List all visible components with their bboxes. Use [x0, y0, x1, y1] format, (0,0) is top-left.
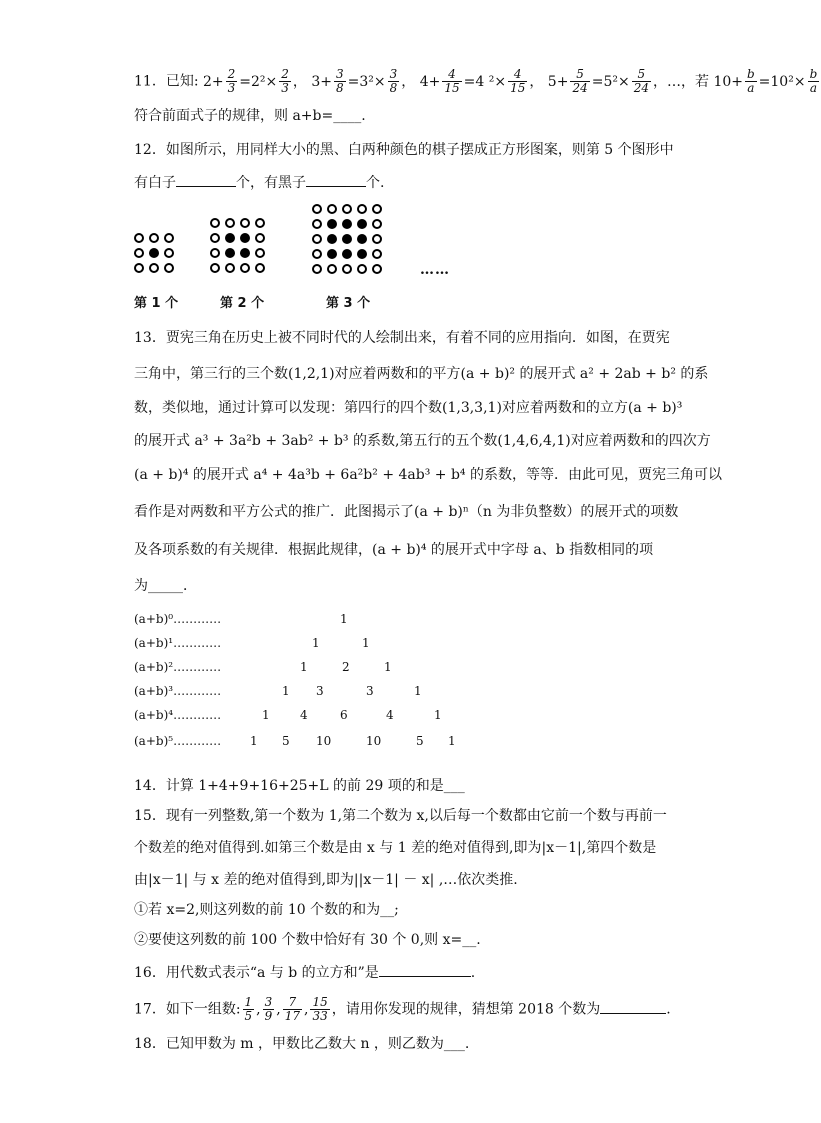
- q15-line4: ①若 x=2,则这列数的前 10 个数的和为__;: [134, 902, 399, 918]
- white-stone: [255, 263, 265, 273]
- white-stone: [134, 263, 144, 273]
- triangle-number: 1: [414, 684, 422, 698]
- triangle-row-3: [134, 684, 534, 702]
- q13-line6: 看作是对两数和平方公式的推广．此图揭示了(a + b)ⁿ（n 为非负整数）的展开式的项数: [134, 504, 679, 520]
- white-stone: [312, 249, 322, 259]
- triangle-number: 4: [300, 708, 308, 722]
- black-stone: [357, 234, 367, 244]
- white-stone: [210, 248, 220, 258]
- white-stone: [255, 248, 265, 258]
- triangle-number: 1: [250, 734, 258, 748]
- white-stone: [164, 233, 174, 243]
- black-stone: [357, 219, 367, 229]
- triangle-number: 1: [384, 660, 392, 674]
- q18-line: 18．已知甲数为 m ，甲数比乙数大 n ，则乙数为___.: [134, 1036, 470, 1052]
- triangle-label: (a+b)⁵…………: [134, 734, 222, 748]
- triangle-row-1: [134, 636, 534, 654]
- triangle-row-2: [134, 660, 534, 678]
- black-count-blank[interactable]: [306, 172, 366, 187]
- black-stone: [327, 219, 337, 229]
- white-stone: [164, 263, 174, 273]
- black-stone: [225, 248, 235, 258]
- triangle-number: 4: [386, 708, 394, 722]
- triangle-number: 10: [316, 734, 332, 748]
- white-stone: [149, 233, 159, 243]
- triangle-number: 1: [434, 708, 442, 722]
- triangle-row-4: [134, 708, 534, 726]
- white-stone: [342, 264, 352, 274]
- q17-fraction: $\frac{3}{9}$: [264, 995, 273, 1023]
- white-stone: [327, 204, 337, 214]
- triangle-number: 6: [340, 708, 348, 722]
- black-stone: [240, 233, 250, 243]
- white-stone: [164, 248, 174, 258]
- q17-fraction: $\frac{15}{33}$: [312, 995, 328, 1023]
- q15-line1: 15．现有一列整数,第一个数为 1,第二个数为 x,以后每一个数都由它前一个数与再前一: [134, 808, 667, 824]
- black-stone: [327, 234, 337, 244]
- triangle-number: 1: [262, 708, 270, 722]
- triangle-label: (a+b)⁰…………: [134, 612, 222, 626]
- q13-line1: 13．贾宪三角在历史上被不同时代的人绘制出来，有着不同的应用指向．如图，在贾宪: [134, 330, 670, 346]
- black-stone: [225, 233, 235, 243]
- white-stone: [372, 264, 382, 274]
- white-stone: [240, 218, 250, 228]
- q11-line2: 符合前面式子的规律，则 a+b=____.: [134, 108, 366, 124]
- q11-last-term: 10+ $\frac{b}{a}$ =10²× $\frac{b}{a}$: [713, 67, 818, 95]
- q11-term-3: 4+ $\frac{4}{15}$ =4 ²× $\frac{4}{15}$ ，: [419, 67, 544, 95]
- white-stone: [357, 204, 367, 214]
- white-stone: [372, 219, 382, 229]
- white-stone: [210, 263, 220, 273]
- caption-figure-1: 第 1 个: [134, 296, 179, 311]
- triangle-number: 5: [282, 734, 290, 748]
- q13-line7: 及各项系数的有关规律．根据此规律，(a + b)⁴ 的展开式中字母 a、b 指数相同的项: [134, 542, 654, 558]
- white-stone: [372, 249, 382, 259]
- triangle-label: (a+b)³…………: [134, 684, 222, 698]
- white-count-blank[interactable]: [176, 172, 236, 187]
- triangle-number: 5: [416, 734, 424, 748]
- triangle-label: (a+b)²…………: [134, 660, 222, 674]
- triangle-row-5: [134, 734, 534, 752]
- triangle-number: 10: [366, 734, 382, 748]
- triangle-number: 3: [366, 684, 374, 698]
- q16-answer-blank[interactable]: [379, 962, 471, 977]
- white-stone: [134, 248, 144, 258]
- white-stone: [255, 218, 265, 228]
- q11-term-1: 2+ $\frac{2}{3}$ =2²× $\frac{2}{3}$ ，: [202, 67, 307, 95]
- white-stone: [372, 204, 382, 214]
- triangle-number: 1: [312, 636, 320, 650]
- triangle-number: 1: [340, 612, 348, 626]
- q11-term-4: 5+ $\frac{5}{24}$ =5²× $\frac{5}{24}$ ，…，若: [547, 67, 709, 95]
- white-stone: [134, 233, 144, 243]
- white-stone: [255, 233, 265, 243]
- white-stone: [327, 264, 337, 274]
- black-stone: [149, 248, 159, 258]
- caption-figure-3: 第 3 个: [326, 296, 371, 311]
- white-stone: [342, 204, 352, 214]
- triangle-number: 1: [362, 636, 370, 650]
- white-stone: [312, 204, 322, 214]
- caption-figure-2: 第 2 个: [220, 296, 265, 311]
- white-stone: [240, 263, 250, 273]
- white-stone: [225, 218, 235, 228]
- q13-line5: (a + b)⁴ 的展开式 a⁴ + 4a³b + 6a²b² + 4ab³ + b⁴ 的系数，等等．由此可见，贾宪三角可以: [134, 467, 722, 483]
- white-stone: [210, 233, 220, 243]
- black-stone: [342, 249, 352, 259]
- q11-number: 11．已知:: [134, 73, 199, 90]
- q17-fraction: $\frac{1}{5}$: [244, 995, 253, 1023]
- white-stone: [210, 218, 220, 228]
- q17-answer-blank[interactable]: [600, 999, 666, 1014]
- white-stone: [312, 219, 322, 229]
- q17-fraction: $\frac{7}{17}$: [284, 995, 300, 1023]
- triangle-number: 1: [300, 660, 308, 674]
- triangle-label: (a+b)¹…………: [134, 636, 222, 650]
- triangle-number: 1: [282, 684, 290, 698]
- black-stone: [342, 219, 352, 229]
- black-stone: [240, 248, 250, 258]
- q16-line: 16．用代数式表示“a 与 b 的立方和”是 .: [134, 962, 475, 983]
- q13-line2: 三角中，第三行的三个数(1,2,1)对应着两数和的平方(a + b)² 的展开式 a² + 2ab + b² 的系: [134, 366, 709, 382]
- q13-line3: 数，类似地，通过计算可以发现：第四行的四个数(1,3,3,1)对应着两数和的立方(a + b)³: [134, 400, 683, 416]
- triangle-number: 2: [342, 660, 350, 674]
- black-stone: [342, 234, 352, 244]
- q14-line: 14．计算 1+4+9+16+25+L 的前 29 项的和是___: [134, 778, 465, 794]
- q15-line5: ②要使这列数的前 100 个数中恰好有 30 个 0,则 x=__.: [134, 932, 481, 948]
- q12-line1: 12．如图所示，用同样大小的黑、白两种颜色的棋子摆成正方形图案，则第 5 个图形中: [134, 142, 674, 158]
- q15-line2: 个数差的绝对值得到.如第三个数是由 x 与 1 差的绝对值得到,即为|x－1|,第四个数是: [134, 840, 657, 856]
- q11-term-2: 3+ $\frac{3}{8}$ =3²× $\frac{3}{8}$ ，: [311, 67, 416, 95]
- triangle-number: 3: [316, 684, 324, 698]
- q12-line2: 有白子 个，有黑子 个.: [134, 172, 384, 193]
- white-stone: [312, 264, 322, 274]
- white-stone: [372, 234, 382, 244]
- q13-line8: 为_____．: [134, 578, 197, 594]
- q11-line1: [134, 68, 821, 95]
- q17-line: 17．如下一组数: $\frac{1}{5}$ , $\frac{3}{9}$ , $\frac{7}{17}$ , $\frac{15}{33}$ ，请用你发现的规律，猜想第 2018 个数为 .: [134, 995, 671, 1023]
- white-stone: [312, 234, 322, 244]
- white-stone: [225, 263, 235, 273]
- q15-line3: 由|x－1| 与 x 差的绝对值得到,即为||x－1| － x| ,…依次类推.: [134, 872, 518, 888]
- triangle-number: 1: [448, 734, 456, 748]
- black-stone: [357, 249, 367, 259]
- q13-line4: 的展开式 a³ + 3a²b + 3ab² + b³ 的系数,第五行的五个数(1,4,6,4,1)对应着两数和的四次方: [134, 433, 711, 449]
- white-stone: [149, 263, 159, 273]
- triangle-label: (a+b)⁴…………: [134, 708, 222, 722]
- triangle-row-0: [134, 612, 534, 630]
- white-stone: [357, 264, 367, 274]
- pattern-ellipsis: ……: [420, 262, 450, 278]
- black-stone: [327, 249, 337, 259]
